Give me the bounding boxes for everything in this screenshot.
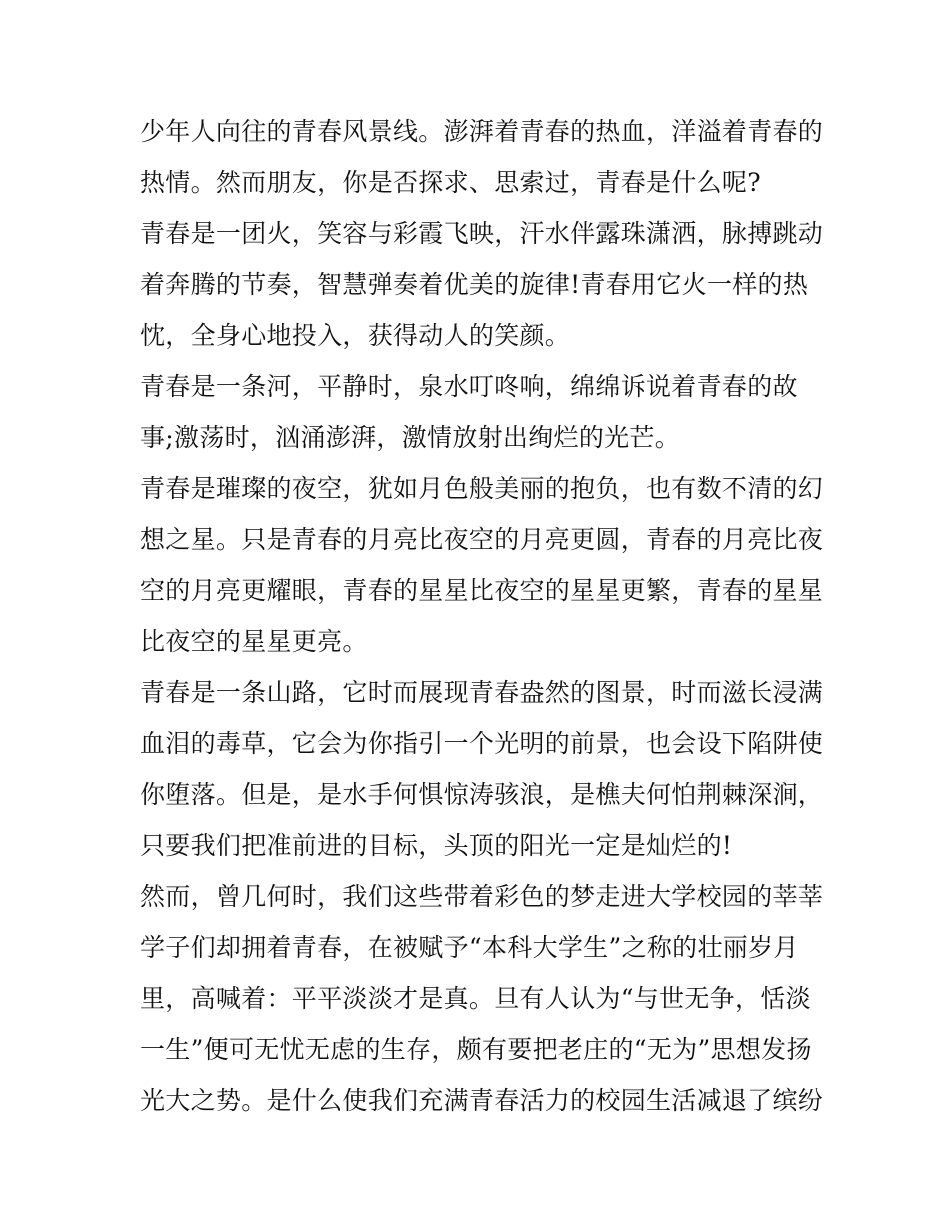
text-line: 事;激荡时，汹涌澎湃，激情放射出绚烂的光芒。 (140, 423, 681, 452)
text-line: 空的月亮更耀眼，青春的星星比夜空的星星更繁，青春的星星 (140, 576, 824, 605)
text-line: 热情。然而朋友，你是否探求、思索过，青春是什么呢? (140, 168, 761, 197)
text-line: 青春是一条河，平静时，泉水叮咚响，绵绵诉说着青春的故 (140, 372, 798, 401)
text-line: 然而，曾几何时，我们这些带着彩色的梦走进大学校园的莘莘 (140, 882, 824, 911)
document-body (140, 106, 824, 1126)
text-line: 血泪的毒草，它会为你指引一个光明的前景，也会设下陷阱使 (140, 729, 824, 758)
text-line: 光大之势。是什么使我们充满青春活力的校园生活减退了缤纷 (140, 1086, 824, 1115)
text-line: 想之星。只是青春的月亮比夜空的月亮更圆，青春的月亮比夜 (140, 525, 824, 554)
paragraph-1 (140, 106, 824, 208)
text-line: 青春是一条山路，它时而展现青春盎然的图景，时而滋长浸满 (140, 678, 824, 707)
text-line: 青春是一团火，笑容与彩霞飞映，汗水伴露珠潇洒，脉搏跳动 (140, 219, 824, 248)
text-line: 一生”便可无忧无虑的生存，颇有要把老庄的“无为”思想发扬 (140, 1035, 812, 1064)
text-line: 只要我们把准前进的目标，头顶的阳光一定是灿烂的! (140, 831, 733, 860)
paragraph-4 (140, 463, 824, 667)
text-line: 青春是璀璨的夜空，犹如月色般美丽的抱负，也有数不清的幻 (140, 474, 824, 503)
paragraph-3 (140, 361, 820, 463)
text-line: 学子们却拥着青春，在被赋予“本科大学生”之称的壮丽岁月 (140, 933, 799, 962)
text-line: 你堕落。但是，是水手何惧惊涛骇浪，是樵夫何怕荆棘深涧， (140, 780, 824, 809)
paragraph-2 (140, 208, 824, 361)
paragraph-6 (140, 871, 824, 1126)
text-line: 忱，全身心地投入，获得动人的笑颜。 (140, 321, 571, 350)
text-line: 里，高喊着：平平淡淡才是真。旦有人认为“与世无争，恬淡 (140, 984, 811, 1013)
text-line: 着奔腾的节奏，智慧弹奏着优美的旋律!青春用它火一样的热 (140, 270, 809, 299)
text-line: 少年人向往的青春风景线。澎湃着青春的热血，洋溢着青春的 (140, 117, 824, 146)
text-line: 比夜空的星星更亮。 (140, 627, 368, 656)
paragraph-5 (140, 667, 824, 871)
